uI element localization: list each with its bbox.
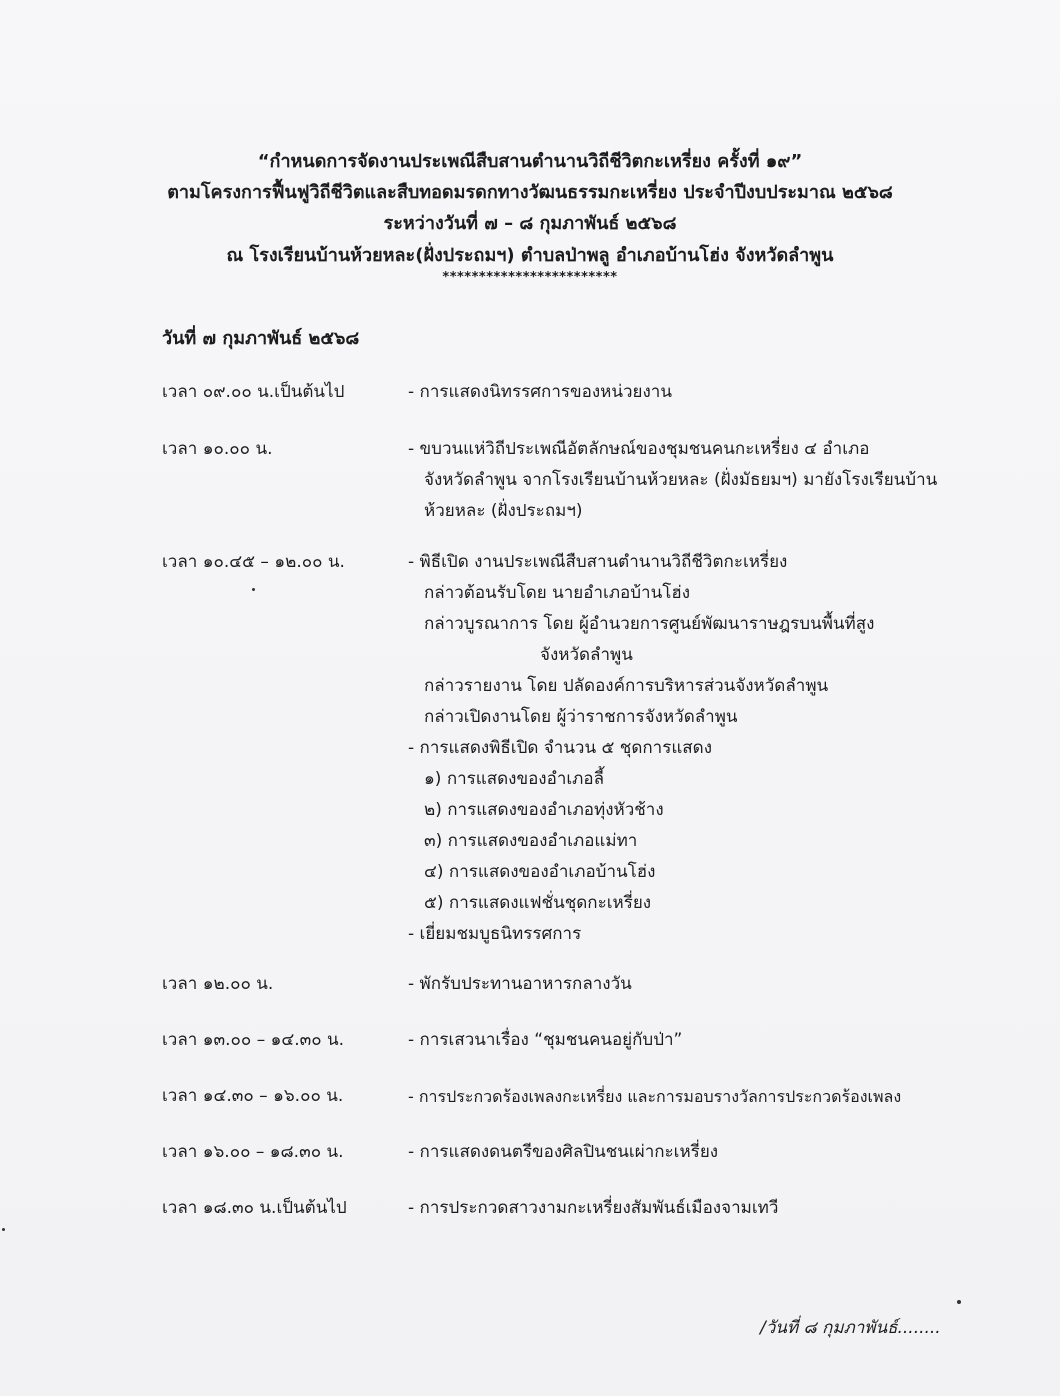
day-heading: วันที่ ๗ กุมภาพันธ์ ๒๕๖๘ bbox=[162, 328, 360, 349]
schedule-line: กล่าวบูรณาการ โดย ผู้อำนวยการศูนย์พัฒนาราษฎรบนพื้นที่สูง bbox=[424, 614, 875, 634]
schedule-line: - การแสดงดนตรีของศิลปินชนเผ่ากะเหรี่ยง bbox=[408, 1142, 719, 1162]
schedule-description bbox=[408, 1025, 682, 1056]
schedule-line: ๒) การแสดงของอำเภอทุ่งหัวช้าง bbox=[424, 800, 664, 820]
schedule-description bbox=[408, 1193, 778, 1224]
continuation-note: /วันที่ ๘ กุมภาพันธ์........ bbox=[760, 1318, 941, 1338]
title-line-3: ระหว่างวันที่ ๗ – ๘ กุมภาพันธ์ ๒๕๖๘ bbox=[383, 213, 677, 234]
schedule-line: กล่าวรายงาน โดย ปลัดองค์การบริหารส่วนจังหวัดลำพูน bbox=[424, 676, 829, 696]
scan-speck bbox=[252, 588, 255, 591]
schedule-line: ๓) การแสดงของอำเภอแม่ทา bbox=[424, 831, 638, 851]
schedule-line: - การเสวนาเรื่อง “ชุมชนคนอยู่กับป่า” bbox=[408, 1030, 683, 1050]
schedule-line: ห้วยหละ (ฝั่งประถมฯ) bbox=[424, 501, 583, 521]
schedule-time: เวลา ๑๔.๓๐ – ๑๖.๐๐ น. bbox=[162, 1086, 344, 1106]
scan-speck bbox=[2, 1228, 5, 1231]
separator-stars: ************************ bbox=[442, 270, 618, 285]
schedule-line: กล่าวเปิดงานโดย ผู้ว่าราชการจังหวัดลำพูน bbox=[424, 707, 738, 727]
scan-speck bbox=[957, 1300, 961, 1304]
schedule-line: - การแสดงพิธีเปิด จำนวน ๕ ชุดการแสดง bbox=[408, 738, 712, 758]
schedule-line: - ขบวนแห่วิถีประเพณีอัตลักษณ์ของชุมชนคนกะเหรี่ยง ๔ อำเภอ bbox=[408, 439, 870, 459]
schedule-description bbox=[408, 1081, 901, 1112]
schedule-line: กล่าวต้อนรับโดย นายอำเภอบ้านโฮ่ง bbox=[424, 583, 691, 603]
schedule-line: จังหวัดลำพูน จากโรงเรียนบ้านห้วยหละ (ฝั่งมัธยมฯ) มายังโรงเรียนบ้าน bbox=[424, 470, 938, 490]
schedule-line: ๑) การแสดงของอำเภอลี้ bbox=[424, 769, 605, 789]
schedule-line: จังหวัดลำพูน bbox=[540, 645, 633, 665]
schedule-line: - การประกวดสาวงามกะเหรี่ยงสัมพันธ์เมืองจามเทวี bbox=[408, 1198, 779, 1218]
schedule-description bbox=[408, 547, 874, 950]
schedule-description bbox=[408, 434, 937, 527]
title-line-4: ณ โรงเรียนบ้านห้วยหละ(ฝั่งประถมฯ) ตำบลป่าพลู อำเภอบ้านโฮ่ง จังหวัดลำพูน bbox=[226, 245, 834, 266]
schedule-time: เวลา ๐๙.๐๐ น.เป็นต้นไป bbox=[162, 382, 345, 402]
title-line-1: “กำหนดการจัดงานประเพณีสืบสานตำนานวิถีชีวิตกะเหรี่ยง ครั้งที่ ๑๙” bbox=[257, 151, 803, 172]
schedule-description bbox=[408, 1137, 718, 1168]
schedule-line: - การแสดงนิทรรศการของหน่วยงาน bbox=[408, 382, 672, 402]
schedule-description bbox=[408, 969, 632, 1000]
schedule-description bbox=[408, 377, 672, 408]
schedule-time: เวลา ๑๓.๐๐ – ๑๔.๓๐ น. bbox=[162, 1030, 345, 1050]
schedule-line: - การประกวดร้องเพลงกะเหรี่ยง และการมอบรางวัลการประกวดร้องเพลง bbox=[408, 1087, 902, 1106]
schedule-time: เวลา ๑๒.๐๐ น. bbox=[162, 974, 274, 994]
schedule-time: เวลา ๑๐.๐๐ น. bbox=[162, 439, 273, 459]
schedule-line: - พิธีเปิด งานประเพณีสืบสานตำนานวิถีชีวิตกะเหรี่ยง bbox=[408, 552, 788, 572]
schedule-time: เวลา ๑๘.๓๐ น.เป็นต้นไป bbox=[162, 1198, 347, 1218]
title-line-2: ตามโครงการฟื้นฟูวิถีชีวิตและสืบทอดมรดกทางวัฒนธรรมกะเหรี่ยง ประจำปีงบประมาณ ๒๕๖๘ bbox=[167, 182, 893, 203]
schedule-line: ๕) การแสดงแฟชั่นชุดกะเหรี่ยง bbox=[424, 893, 652, 913]
schedule-line: - พักรับประทานอาหารกลางวัน bbox=[408, 974, 632, 994]
schedule-line: - เยี่ยมชมบูธนิทรรศการ bbox=[408, 924, 582, 944]
schedule-time: เวลา ๑๐.๔๕ – ๑๒.๐๐ น. bbox=[162, 552, 345, 572]
schedule-time: เวลา ๑๖.๐๐ – ๑๘.๓๐ น. bbox=[162, 1142, 344, 1162]
schedule-line: ๔) การแสดงของอำเภอบ้านโฮ่ง bbox=[424, 862, 656, 882]
